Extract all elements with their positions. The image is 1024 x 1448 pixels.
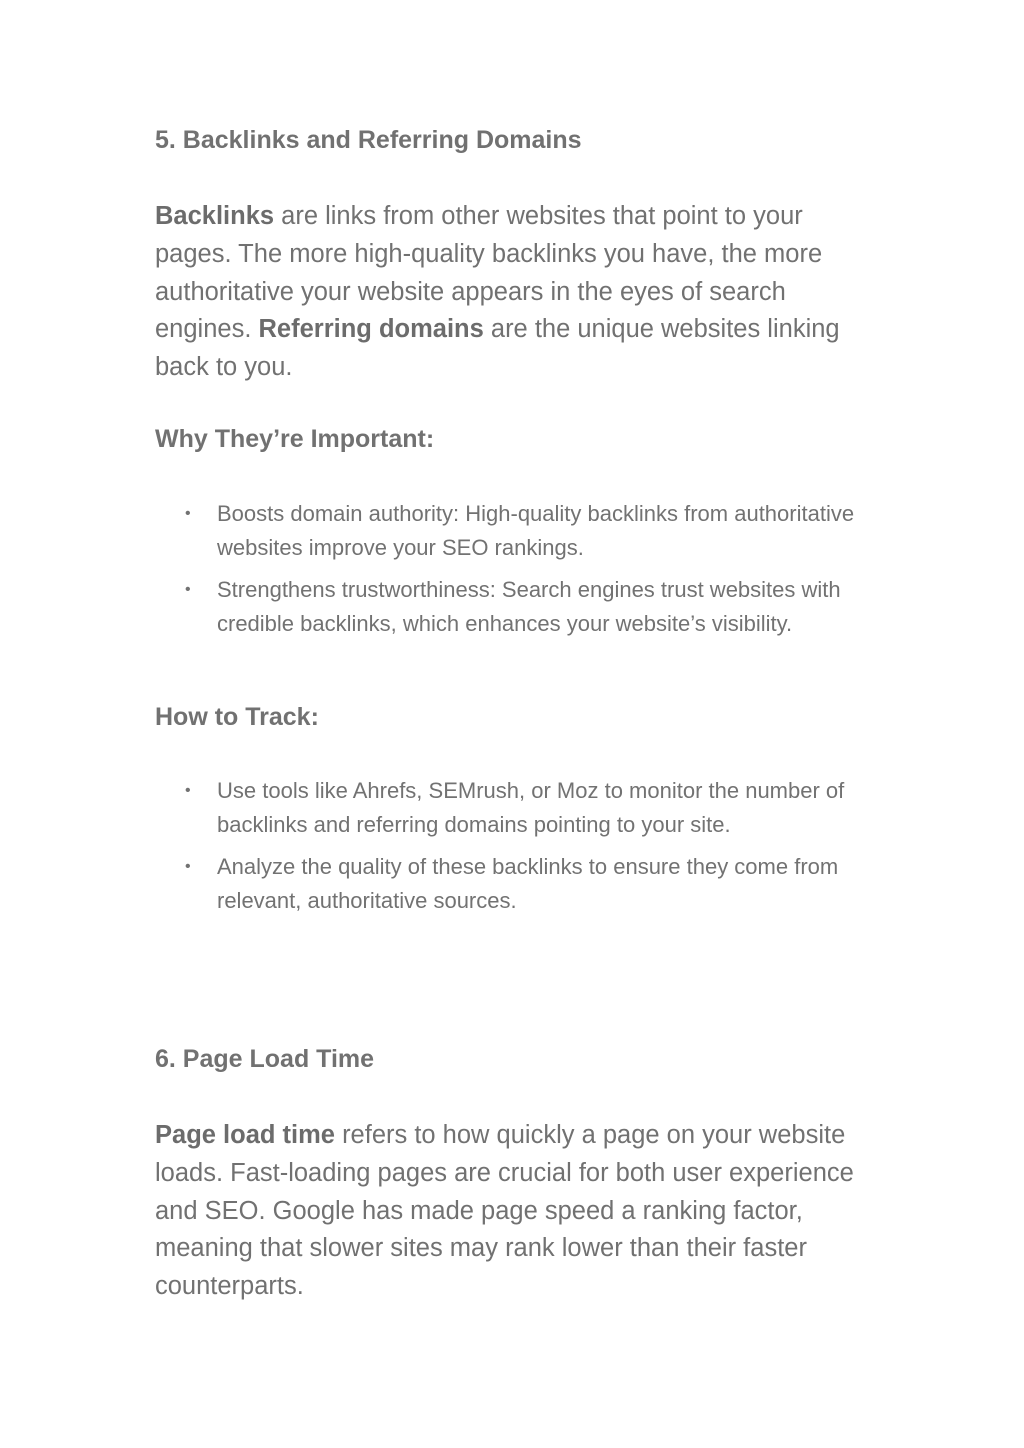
referring-domains-definition: are the unique websites linking back to you. xyxy=(155,315,840,382)
list-item-text: Strengthens trustworthiness: Search engines trust websites with credible backlinks, which enhances your website’s visibility. xyxy=(217,577,841,636)
page-load-time-term: Page load time xyxy=(155,1121,335,1149)
how-to-track-heading: How to Track: xyxy=(155,703,319,731)
backlinks-definition: are links from other websites that point to your pages. The more high-quality backlinks you have, the more authoritative your website appears in the eyes of search engines. xyxy=(155,202,823,344)
list-item xyxy=(185,850,875,918)
list-item xyxy=(185,497,875,565)
list-item-text: Use tools like Ahrefs, SEMrush, or Moz to monitor the number of backlinks and referring domains pointing to your site. xyxy=(217,778,845,837)
list-item xyxy=(185,573,875,641)
bullet-icon: • xyxy=(185,505,191,522)
page-load-intro-paragraph xyxy=(155,1117,871,1306)
why-important-list xyxy=(185,497,875,649)
backlinks-intro-paragraph xyxy=(155,198,871,387)
backlinks-term: Backlinks xyxy=(155,202,275,230)
referring-domains-term: Referring domains xyxy=(258,315,484,344)
list-item-text: Analyze the quality of these backlinks to ensure they come from relevant, authoritative sources. xyxy=(217,854,839,913)
bullet-icon: • xyxy=(185,782,191,799)
why-important-heading: Why They’re Important: xyxy=(155,425,435,453)
bullet-icon: • xyxy=(185,858,191,875)
section-heading-page-load-time: 6. Page Load Time xyxy=(155,1045,375,1073)
section-heading-backlinks: 5. Backlinks and Referring Domains xyxy=(155,126,582,154)
list-item xyxy=(185,774,875,842)
page-load-time-definition: refers to how quickly a page on your website loads. Fast-loading pages are crucial for both user experience and SEO. Google has made page speed a ranking factor, meaning that slower sites may rank lower than their faster counterparts. xyxy=(155,1121,854,1301)
how-to-track-list xyxy=(185,774,875,926)
bullet-icon: • xyxy=(185,581,191,598)
list-item-text: Boosts domain authority: High-quality backlinks from authoritative websites improve your SEO rankings. xyxy=(217,501,855,560)
